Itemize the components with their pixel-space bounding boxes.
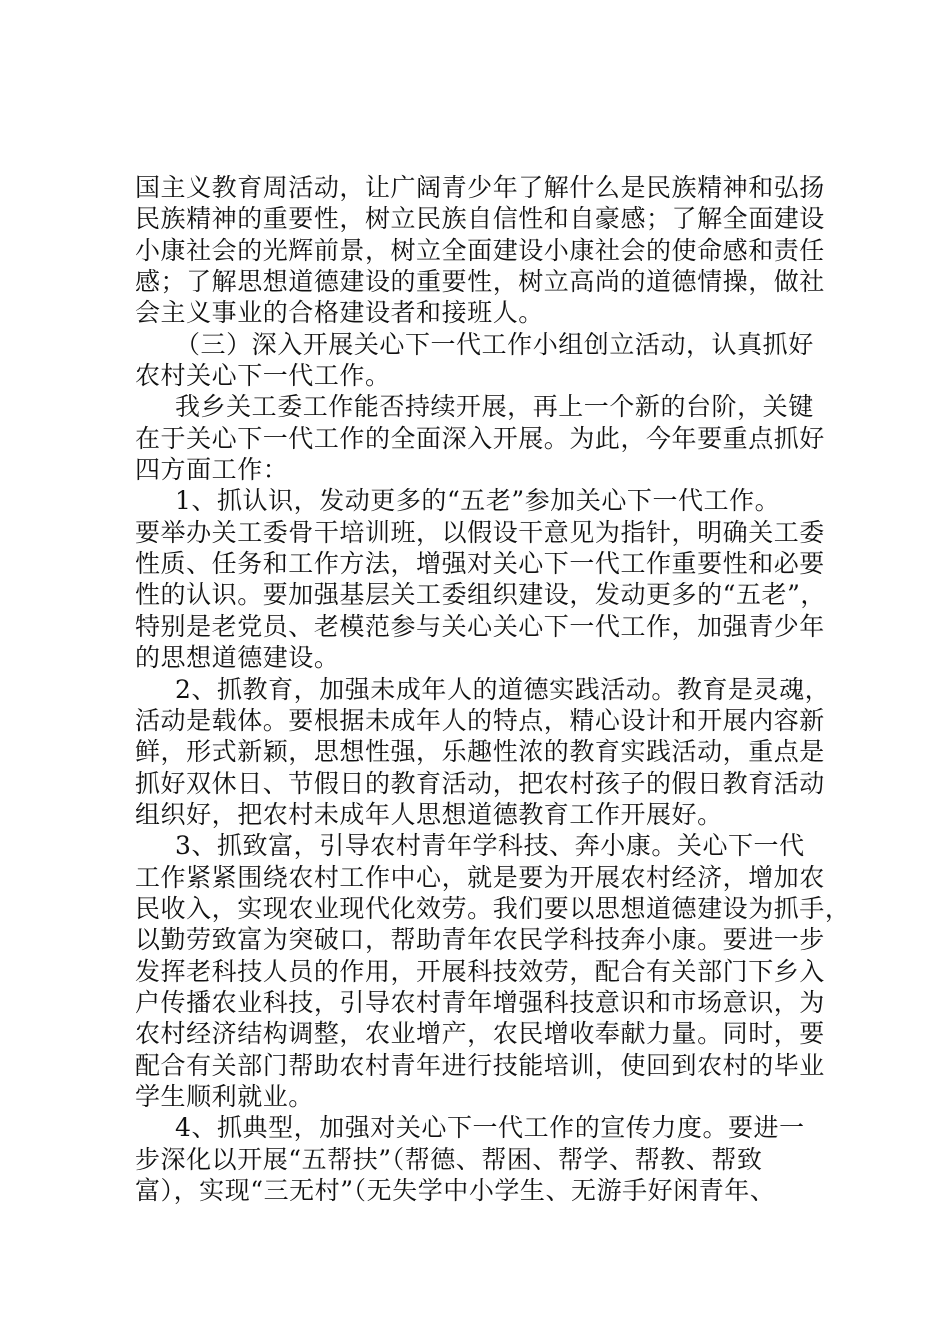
paragraph	[135, 674, 895, 831]
text-line: 国主义教育周活动，让广阔青少年了解什么是民族精神和弘扬	[135, 173, 825, 202]
text-line: 2、抓教育，加强未成年人的道德实践活动。教育是灵魂，	[175, 674, 831, 704]
text-line: 步深化以开展“五帮扶”（帮德、帮困、帮学、帮教、帮致	[135, 1144, 763, 1174]
text-line: （三）深入开展关心下一代工作小组创立活动，认真抓好	[175, 329, 814, 359]
text-line: 配合有关部门帮助农村青年进行技能培训，使回到农村的毕业	[135, 1050, 825, 1080]
text-line: 户传播农业科技，引导农村青年增强科技意识和市场意识，为	[135, 987, 825, 1017]
paragraph	[135, 1112, 895, 1206]
text-line: 发挥老科技人员的作用，开展科技效劳，配合有关部门下乡入	[135, 956, 825, 986]
text-line: 性质、任务和工作方法，增强对关心下一代工作重要性和必要	[135, 549, 825, 579]
text-line: 会主义事业的合格建设者和接班人。	[135, 298, 544, 328]
paragraph	[135, 830, 895, 1112]
paragraph	[135, 329, 895, 392]
text-line: 3、抓致富，引导农村青年学科技、奔小康。关心下一代	[175, 831, 805, 861]
text-line: 农村经济结构调整，农业增产，农民增收奉献力量。同时，要	[135, 1019, 825, 1049]
text-line: 在于关心下一代工作的全面深入开展。为此，今年要重点抓好	[135, 423, 825, 453]
text-line: 富），实现“三无村”（无失学中小学生、无游手好闲青年、	[135, 1176, 776, 1205]
text-line: 民收入，实现农业现代化效劳。我们要以思想道德建设为抓手，	[135, 893, 851, 923]
text-line: 要举办关工委骨干培训班，以假设干意见为指针，明确关工委	[135, 517, 825, 547]
document-page	[135, 172, 895, 1206]
text-line: 小康社会的光辉前景，树立全面建设小康社会的使命感和责任	[135, 235, 825, 265]
paragraph	[135, 391, 895, 485]
text-line: 特别是老党员、老模范参与关心关心下一代工作，加强青少年	[135, 611, 825, 641]
text-line: 4、抓典型，加强对关心下一代工作的宣传力度。要进一	[175, 1113, 805, 1143]
text-line: 鲜，形式新颖，思想性强，乐趣性浓的教育实践活动，重点是	[135, 737, 825, 767]
text-line: 1、抓认识，发动更多的“五老”参加关心下一代工作。	[175, 486, 781, 516]
text-line: 抓好双休日、节假日的教育活动，把农村孩子的假日教育活动	[135, 768, 825, 798]
text-line: 四方面工作：	[135, 455, 289, 485]
text-line: 的思想道德建设。	[135, 643, 340, 673]
text-line: 民族精神的重要性，树立民族自信性和自豪感；了解全面建设	[135, 204, 825, 234]
text-line: 组织好，把农村未成年人思想道德教育工作开展好。	[135, 799, 723, 829]
text-line: 我乡关工委工作能否持续开展，再上一个新的台阶，关键	[175, 392, 814, 422]
text-line: 农村关心下一代工作。	[135, 361, 391, 391]
text-line: 性的认识。要加强基层关工委组织建设，发动更多的“五老”，	[135, 580, 826, 610]
text-line: 以勤劳致富为突破口，帮助青年农民学科技奔小康。要进一步	[135, 925, 825, 955]
paragraph	[135, 485, 895, 673]
paragraph	[135, 172, 895, 329]
text-line: 活动是载体。要根据未成年人的特点，精心设计和开展内容新	[135, 705, 825, 735]
text-line: 学生顺利就业。	[135, 1081, 314, 1111]
text-line: 工作紧紧围绕农村工作中心，就是要为开展农村经济，增加农	[135, 862, 825, 892]
text-line: 感；了解思想道德建设的重要性，树立高尚的道德情操，做社	[135, 267, 825, 297]
